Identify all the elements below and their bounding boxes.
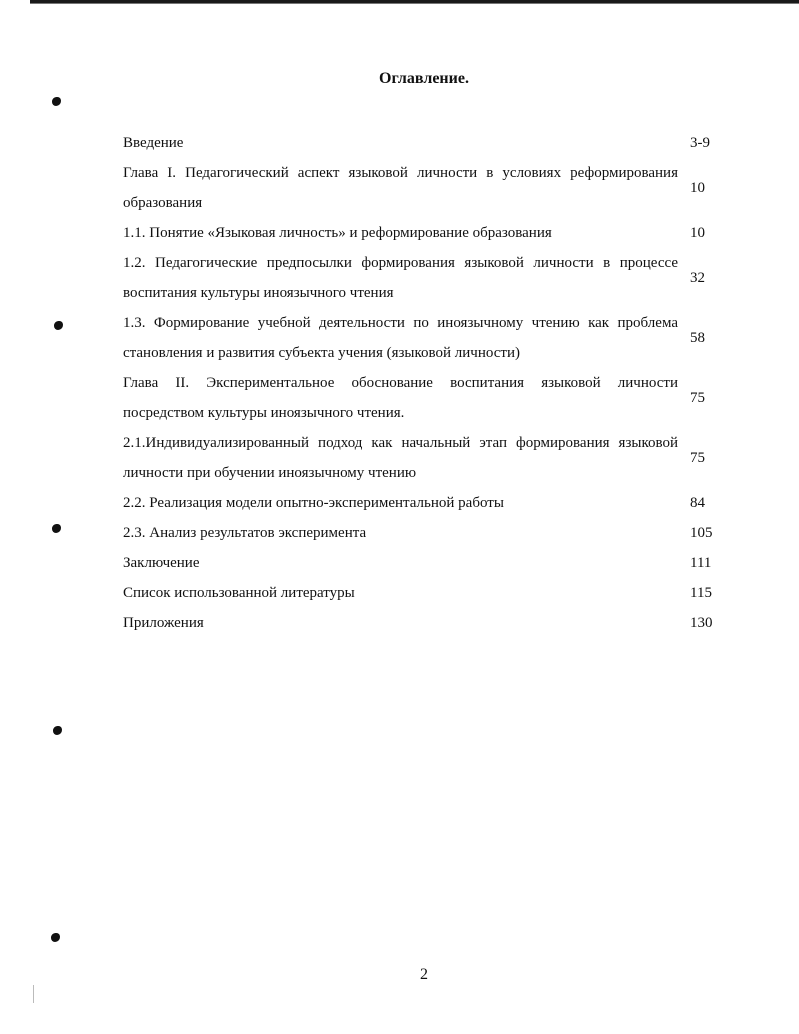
toc-entry-page: 75	[690, 450, 705, 466]
toc-entry-page: 10	[690, 225, 705, 241]
binding-hole-mark	[52, 524, 61, 533]
toc-entry-title: Заключение	[123, 555, 200, 571]
binding-hole-mark	[51, 933, 60, 942]
toc-entry-page: 3-9	[690, 135, 710, 151]
toc-entry	[123, 578, 717, 608]
toc-entry	[123, 368, 717, 428]
toc-entry	[123, 548, 717, 578]
toc-entry-title: 2.1.Индивидуализированный подход как начальный этап формирования языковой личности при обучении иноязычному чтению	[123, 435, 678, 481]
toc-entry	[123, 608, 717, 638]
document-heading: Оглавление.	[379, 70, 469, 87]
toc-entry-page: 115	[690, 585, 712, 601]
toc-entry-title: 1.3. Формирование учебной деятельности по иноязычному чтению как проблема становления и развития субъекта учения (языковой личности)	[123, 315, 678, 361]
toc-entry-title: Введение	[123, 135, 184, 151]
scan-artifact	[33, 985, 34, 1003]
toc-entry-page: 75	[690, 390, 705, 406]
toc-entry-page: 105	[690, 525, 713, 541]
toc-entry-title: 1.2. Педагогические предпосылки формирования языковой личности в процессе воспитания культуры иноязычного чтения	[123, 255, 678, 301]
toc-entry-page: 84	[690, 495, 705, 511]
toc-entry	[123, 428, 717, 488]
toc-entry-page: 10	[690, 180, 705, 196]
toc-entry-page: 130	[690, 615, 713, 631]
binding-hole-mark	[53, 726, 62, 735]
binding-hole-mark	[52, 97, 61, 106]
binding-hole-mark	[54, 321, 63, 330]
toc-entry-title: Глава II. Экспериментальное обоснование воспитания языковой личности посредством культуры иноязычного чтения.	[123, 375, 678, 421]
toc-entry-page: 58	[690, 330, 705, 346]
toc-entry-title: 1.1. Понятие «Языковая личность» и реформирование образования	[123, 225, 552, 241]
page-number: 2	[420, 966, 428, 983]
table-of-contents	[123, 128, 717, 638]
toc-entry-page: 32	[690, 270, 705, 286]
toc-entry-page: 111	[690, 555, 712, 571]
toc-entry	[123, 308, 717, 368]
toc-entry-title: Глава I. Педагогический аспект языковой личности в условиях реформирования образования	[123, 165, 678, 211]
toc-entry-title: 2.3. Анализ результатов эксперимента	[123, 525, 367, 541]
toc-entry	[123, 518, 717, 548]
scan-border-line	[30, 0, 799, 3]
toc-entry	[123, 218, 717, 248]
toc-entry	[123, 128, 717, 158]
toc-entry	[123, 488, 717, 518]
toc-entry-title: Список использованной литературы	[123, 585, 355, 601]
toc-entry-title: 2.2. Реализация модели опытно-экспериментальной работы	[123, 495, 504, 511]
toc-entry-title: Приложения	[123, 615, 204, 631]
toc-entry	[123, 158, 717, 218]
toc-entry	[123, 248, 717, 308]
